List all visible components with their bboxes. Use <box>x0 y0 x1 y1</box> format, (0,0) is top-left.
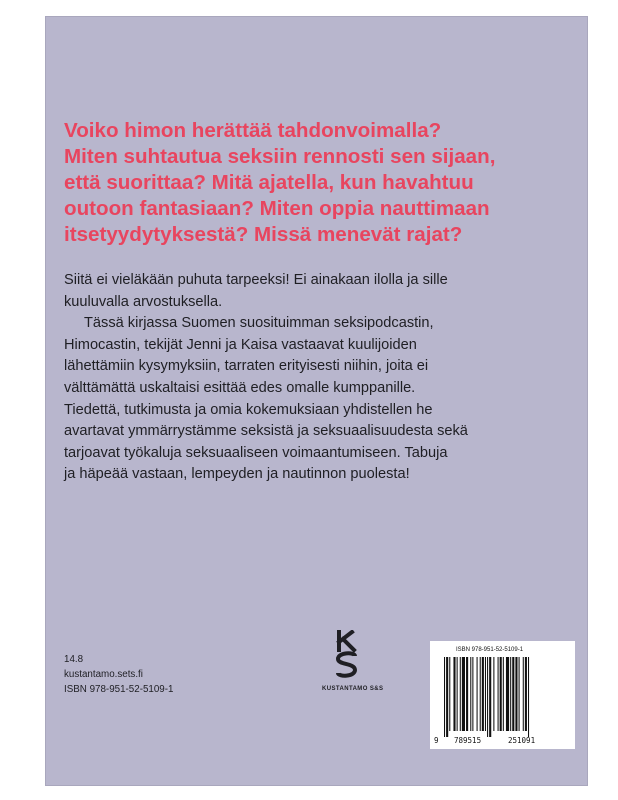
barcode-bar <box>453 657 455 731</box>
publisher-logo <box>322 630 384 692</box>
barcode-isbn-label: ISBN 978-951-52-5109-1 <box>456 647 524 653</box>
ks-monogram-icon <box>334 630 360 680</box>
headline-line: itsetyydytyksestä? Missä menevät rajat? <box>64 223 463 246</box>
barcode-bar <box>512 657 514 731</box>
barcode <box>430 641 575 749</box>
barcode-bar <box>460 657 461 731</box>
blurb-line: Tässä kirjassa Suomen suosituimman seksipodcastin, <box>84 315 434 332</box>
barcode-digit-first: 9 <box>434 736 439 745</box>
barcode-bar <box>519 657 520 731</box>
headline-line: outoon fantasiaan? Miten oppia nauttimaan <box>64 197 490 220</box>
headline-line: Voiko himon herättää tahdonvoimalla? <box>64 119 442 142</box>
isbn-text: ISBN 978-951-52-5109-1 <box>64 684 174 695</box>
barcode-bar <box>503 657 504 731</box>
barcode-bar <box>523 657 524 731</box>
publisher-caption: KUSTANTAMO S&S <box>322 686 384 692</box>
barcode-bar <box>472 657 473 731</box>
barcode-bar <box>457 657 458 731</box>
barcode-bar <box>480 657 481 731</box>
blurb-line: ja häpeää vastaan, lempeyden ja nautinnon puolesta! <box>64 466 410 483</box>
headline <box>64 118 584 248</box>
barcode-bar <box>466 657 468 731</box>
barcode-bar <box>525 657 527 731</box>
barcode-bar <box>506 657 509 731</box>
barcode-bar <box>470 657 471 731</box>
publication-info <box>64 652 173 697</box>
blurb-line: Himocastin, tekijät Jenni ja Kaisa vastaavat kuulijoiden <box>64 336 417 353</box>
blurb-line: kuuluvalla arvostuksella. <box>64 293 223 310</box>
blurb-line: välttämättä uskaltaisi esittää edes omalle kumppanille. <box>64 379 416 396</box>
barcode-bar <box>485 657 486 731</box>
barcode-bar <box>515 657 517 731</box>
blurb-text <box>64 270 564 486</box>
headline-line: Miten suhtautua seksiin rennosti sen sijaan, <box>64 145 496 168</box>
blurb-line: tarjoavat työkaluja seksuaaliseen voimaantumiseen. Tabuja <box>64 444 448 461</box>
barcode-bar <box>493 657 494 731</box>
barcode-bar <box>500 657 502 731</box>
barcode-digits-left: 789515 <box>454 736 482 745</box>
class-code: 14.8 <box>64 654 84 665</box>
barcode-bar <box>510 657 511 731</box>
barcode-bar <box>446 657 448 737</box>
book-back-cover <box>45 16 588 786</box>
barcode-bar <box>449 657 450 731</box>
headline-line: että suorittaa? Mitä ajatella, kun havahtuu <box>64 171 474 194</box>
barcode-bar <box>482 657 484 731</box>
barcode-bar <box>462 657 465 731</box>
publisher-website: kustantamo.sets.fi <box>64 669 143 680</box>
barcode-bar <box>487 657 488 737</box>
barcode-bar <box>528 657 529 737</box>
blurb-line: Tiedettä, tutkimusta ja omia kokemuksiaan yhdistellen he <box>64 401 433 418</box>
barcode-bar <box>498 657 499 731</box>
barcode-bar <box>477 657 478 731</box>
barcode-bar <box>489 657 491 737</box>
barcode-bar <box>444 657 445 737</box>
blurb-line: lähettämiin kysymyksiin, tarraten erityisesti niihin, joita ei <box>64 358 429 375</box>
blurb-line: Siitä ei vieläkään puhuta tarpeeksi! Ei ainakaan ilolla ja sille <box>64 272 448 288</box>
barcode-digits-right: 251091 <box>508 736 536 745</box>
barcode-bars <box>436 657 569 737</box>
blurb-line: avartavat ymmärrystämme seksistä ja seksuaalisuudesta sekä <box>64 423 468 440</box>
